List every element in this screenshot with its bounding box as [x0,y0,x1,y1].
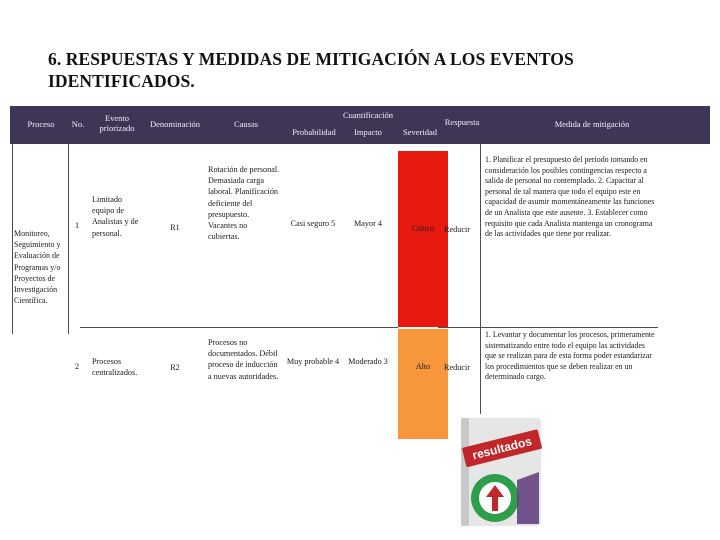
grid-line [80,327,398,328]
row2-severidad: Alto [415,362,431,371]
grid-line [12,144,13,334]
resultados-logo [455,412,545,530]
row2-denominacion: R2 [170,363,180,372]
row1-no: 1 [74,221,80,230]
row1-respuesta: Reducir [444,225,470,234]
row2-no: 2 [74,362,80,371]
grid-line [480,144,481,414]
row1-severidad: Crítico [411,224,435,233]
header-medida: Medida de mitigación [554,119,630,129]
table-header [10,106,710,144]
severity-cell-critical [398,151,448,327]
row2-probabilidad: Muy probable 4 [286,357,340,366]
row2-respuesta: Reducir [444,363,470,372]
header-denominacion: Denominación [149,119,201,129]
logo-stripe-left [461,418,469,526]
header-respuesta: Respuesta [444,117,480,127]
grid-line [68,144,69,334]
row1-impacto: Mayor 4 [354,219,382,228]
logo-ribbon [517,472,539,524]
row2-causas: Procesos no documentados. Débil proceso de inducción a nuevas autoridades. [208,338,279,381]
page-title: 6. RESPUESTAS Y MEDIDAS DE MITIGACIÓN A LOS EVENTOS IDENTIFICADOS. [48,49,574,91]
header-proceso: Proceso [27,119,55,129]
grid-line [438,327,658,328]
header-probabilidad: Probabilidad [292,127,336,137]
header-cuantificacion: Cuantificación [342,110,394,120]
severity-cell-high [398,329,448,439]
logo-banner-text: resultados [470,434,534,463]
row1-denominacion: R1 [170,223,180,232]
row2-evento: Procesos centralizados. [92,357,138,378]
header-severidad: Severidad [403,127,437,137]
header-causas: Causas [233,119,259,129]
row1-causas: Rotación de personal. Demasiada carga laboral. Planificación deficiente del presupuesto. Vacantes no cubiertas. [208,165,280,242]
proceso-cell: Monitoreo, Seguimiento y Evaluación de Programas y/o Proyectos de Investigación Científica. [14,229,61,306]
row2-impacto: Moderado 3 [348,357,388,366]
header-impacto: Impacto [354,127,382,137]
row1-evento: Limitado equipo de Analistas y de personal. [92,195,139,238]
row1-medida: 1. Planificar el presupuesto del periodo tomando en consideración los posibles contingencias respecto a salida de personal no contemplado. 2. Capacitar al personal de tal manera que todo el equipo este en capacidad de asumir momentáneamente las funciones de un Analista que este ausente. 3. Establecer como requisito que cada Analista mantenga un cronograma de las actividades que tiene por realizar. [485,155,655,239]
header-no: No. [71,119,85,129]
header-evento: Evento priorizado [99,113,135,133]
row1-probabilidad: Casi seguro 5 [290,219,336,228]
row2-medida: 1. Levantar y documentar los procesos, primeramente sistematizando entre todo el equipo las actividades que se realizan para de esta forma poder estandarizar los procedimientos que se deben realizar en un determinado cargo. [485,330,655,382]
